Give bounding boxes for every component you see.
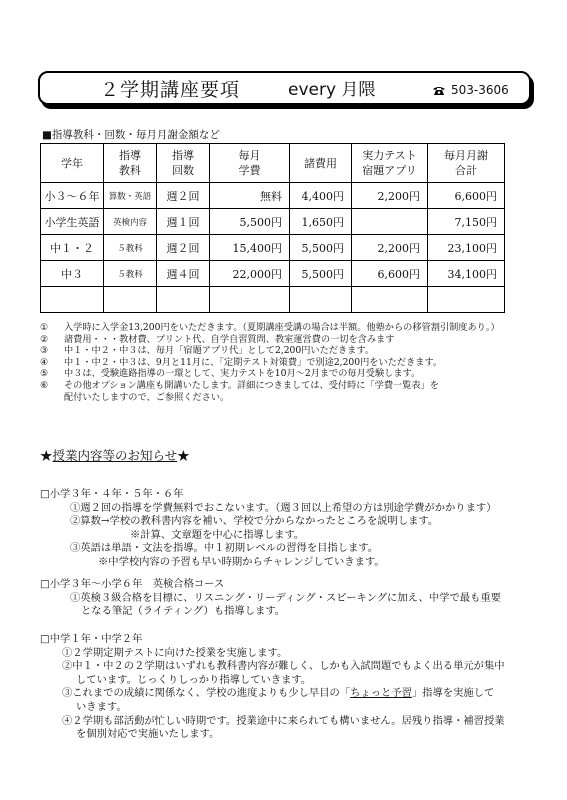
fee-cell: 6,600円 [352, 261, 428, 287]
phone-number: 503-3606 [451, 83, 509, 97]
block-line: ※中学校内容の予習も早い時期からチャレンジしていきます。 [98, 555, 385, 568]
elementary-block [40, 488, 497, 570]
fee-cell [210, 287, 290, 313]
block-line: ②算数→学校の教科書内容を補い、学校で分からなかったところを説明します。 [70, 515, 439, 528]
star-left: ★ [40, 448, 53, 463]
fee-cell: 中１・２ [41, 235, 104, 261]
fee-cell: ５教科 [104, 261, 157, 287]
block-line [40, 687, 505, 701]
block-line: しています。じっくりしっかり指導していきます。 [76, 673, 312, 686]
note-item [40, 322, 500, 334]
telephone-icon [433, 84, 445, 93]
fee-cell: 小３〜６年 [41, 183, 104, 209]
fee-cell: 15,400円 [210, 235, 290, 261]
block-line: ※計算、文章題を中心に指導します。 [130, 528, 305, 541]
fee-header-cell: 実力テスト 宿題アプリ [352, 144, 428, 183]
fee-cell: ５教科 [104, 235, 157, 261]
fee-header-cell: 毎月月謝 合計 [428, 144, 505, 183]
fee-header-cell: 諸費用 [290, 144, 352, 183]
news-heading [40, 446, 190, 464]
fee-row [41, 261, 505, 287]
block-line: を個別対応で実施いたします。 [76, 728, 220, 741]
fee-table [40, 143, 505, 313]
fee-header-cell: 学年 [41, 144, 104, 183]
fee-cell: 4,400円 [290, 183, 352, 209]
block-line: ②中１・中２の２学期はいずれも教科書内容が難しく、しかも入試問題でもよく出る単元が集中 [62, 660, 505, 673]
fee-cell: 小学生英語 [41, 209, 104, 235]
block-line: ①英検３級合格を目標に、リスニング・リーディング・スピーキングに加え、中学で最も重要 [70, 591, 501, 604]
note-item [40, 368, 500, 380]
junior-high-block [40, 633, 505, 742]
fee-cell: 22,000円 [210, 261, 290, 287]
note-mark: ④ [40, 356, 49, 368]
fee-cell: 5,500円 [290, 235, 352, 261]
block-line: となる筆記（ライティング）も指導します。 [81, 605, 286, 618]
chotto-yoshu-label: ちょっと予習 [350, 687, 412, 700]
note-text: 配付いたしますので、ご参照ください。 [64, 391, 230, 403]
fee-table-header [41, 144, 505, 183]
fee-cell: 2,200円 [352, 235, 428, 261]
fee-cell: 7,150円 [428, 209, 505, 235]
block-title: □小学３年・４年・５年・６年 [40, 488, 184, 500]
note-mark: ⑥ [40, 379, 49, 391]
block-line: ①２学期定期テストに向けた授業を実施します。 [62, 646, 288, 659]
star-right: ★ [177, 448, 190, 463]
fee-header-cell: 指導 教科 [104, 144, 157, 183]
note-item [40, 345, 500, 357]
fee-cell: 週２回 [157, 183, 210, 209]
fee-section-label: ■指導教科・回数・毎月月謝金額など [42, 129, 220, 141]
fee-header-cell: 毎月 学費 [210, 144, 290, 183]
fee-cell [41, 287, 104, 313]
block-line: ①週２回の指導を学費無料でおこないます。（週３回以上希望の方は別途学費がかかります） [70, 501, 497, 514]
notes-list [40, 322, 500, 403]
fee-cell [352, 287, 428, 313]
note-text: 中１・中２・中３は、9月と11月に、「定期テスト対策費」で別途2,200円をいただきます。 [64, 356, 443, 368]
branch-name: every 月隈 [288, 80, 376, 100]
note-item [40, 380, 500, 392]
fee-cell: 5,500円 [210, 209, 290, 235]
note-text: 諸費用・・・教材費、プリント代、自学自習質問、教室運営費の一切を含みます [64, 333, 395, 345]
fee-cell: 6,600円 [428, 183, 505, 209]
block-title: □中学１年・中学２年 [40, 633, 143, 645]
note-mark: ③ [40, 345, 49, 357]
fee-cell: 34,100円 [428, 261, 505, 287]
fee-cell: 2,200円 [352, 183, 428, 209]
note-item [40, 392, 500, 404]
fee-cell: 週２回 [157, 235, 210, 261]
block-title: □小学３年〜小学６年 英検合格コース [40, 578, 225, 590]
fee-cell: 週４回 [157, 261, 210, 287]
fee-row [41, 287, 505, 313]
fee-cell: 5,500円 [290, 261, 352, 287]
fee-cell: 1,650円 [290, 209, 352, 235]
fee-cell: 算数・英語 [104, 183, 157, 209]
fee-cell [352, 209, 428, 235]
fee-cell: 23,100円 [428, 235, 505, 261]
note-text: その他オプション講座も開講いたします。詳細につきましては、受付時に「学費一覧表」を [64, 379, 439, 391]
fee-header-cell: 指導 回数 [157, 144, 210, 183]
fee-cell: 無料 [210, 183, 290, 209]
block-line: ④２学期も部活動が忙しい時期です。授業途中に来られても構いません。居残り指導・補習授業 [62, 714, 505, 727]
note-mark: ⑤ [40, 368, 49, 380]
fee-row [41, 235, 505, 261]
fee-cell [157, 287, 210, 313]
block-line: ③英語は単語・文法を指導。中１初期レベルの習得を目指します。 [70, 542, 379, 555]
fee-cell: 中３ [41, 261, 104, 287]
note-item [40, 334, 500, 346]
eiken-block [40, 578, 501, 619]
block-line: いきます。 [76, 700, 127, 713]
fee-cell [104, 287, 157, 313]
fee-cell [428, 287, 505, 313]
news-heading-text: 授業内容等のお知らせ [52, 448, 178, 463]
note-mark: ① [40, 322, 49, 333]
note-mark: ② [40, 333, 49, 345]
fee-cell: 週１回 [157, 209, 210, 235]
page-title: ２学期講座要項 [100, 79, 241, 101]
phone-number-block [433, 83, 509, 97]
fee-row [41, 183, 505, 209]
note-text: 入学時に入学金13,200円をいただきます。（夏期講座受講の場合は半額。他塾からの移管割引制度あり。） [64, 322, 500, 333]
note-item [40, 357, 500, 369]
note-text: 中１・中２・中３は、毎月「宿題アプリ代」として2,200円いただきます。 [64, 345, 375, 357]
fee-cell [290, 287, 352, 313]
line-part: ③これまでの成績に関係なく、学校の進度よりも少し早目の「 [62, 687, 351, 700]
fee-cell: 英検内容 [104, 209, 157, 235]
line-part: 」指導を実施して [411, 687, 495, 700]
fee-row [41, 209, 505, 235]
note-text: 中３は、受験進路指導の一環として、実力テストを10月〜2月までの毎月受験します。 [64, 368, 421, 380]
